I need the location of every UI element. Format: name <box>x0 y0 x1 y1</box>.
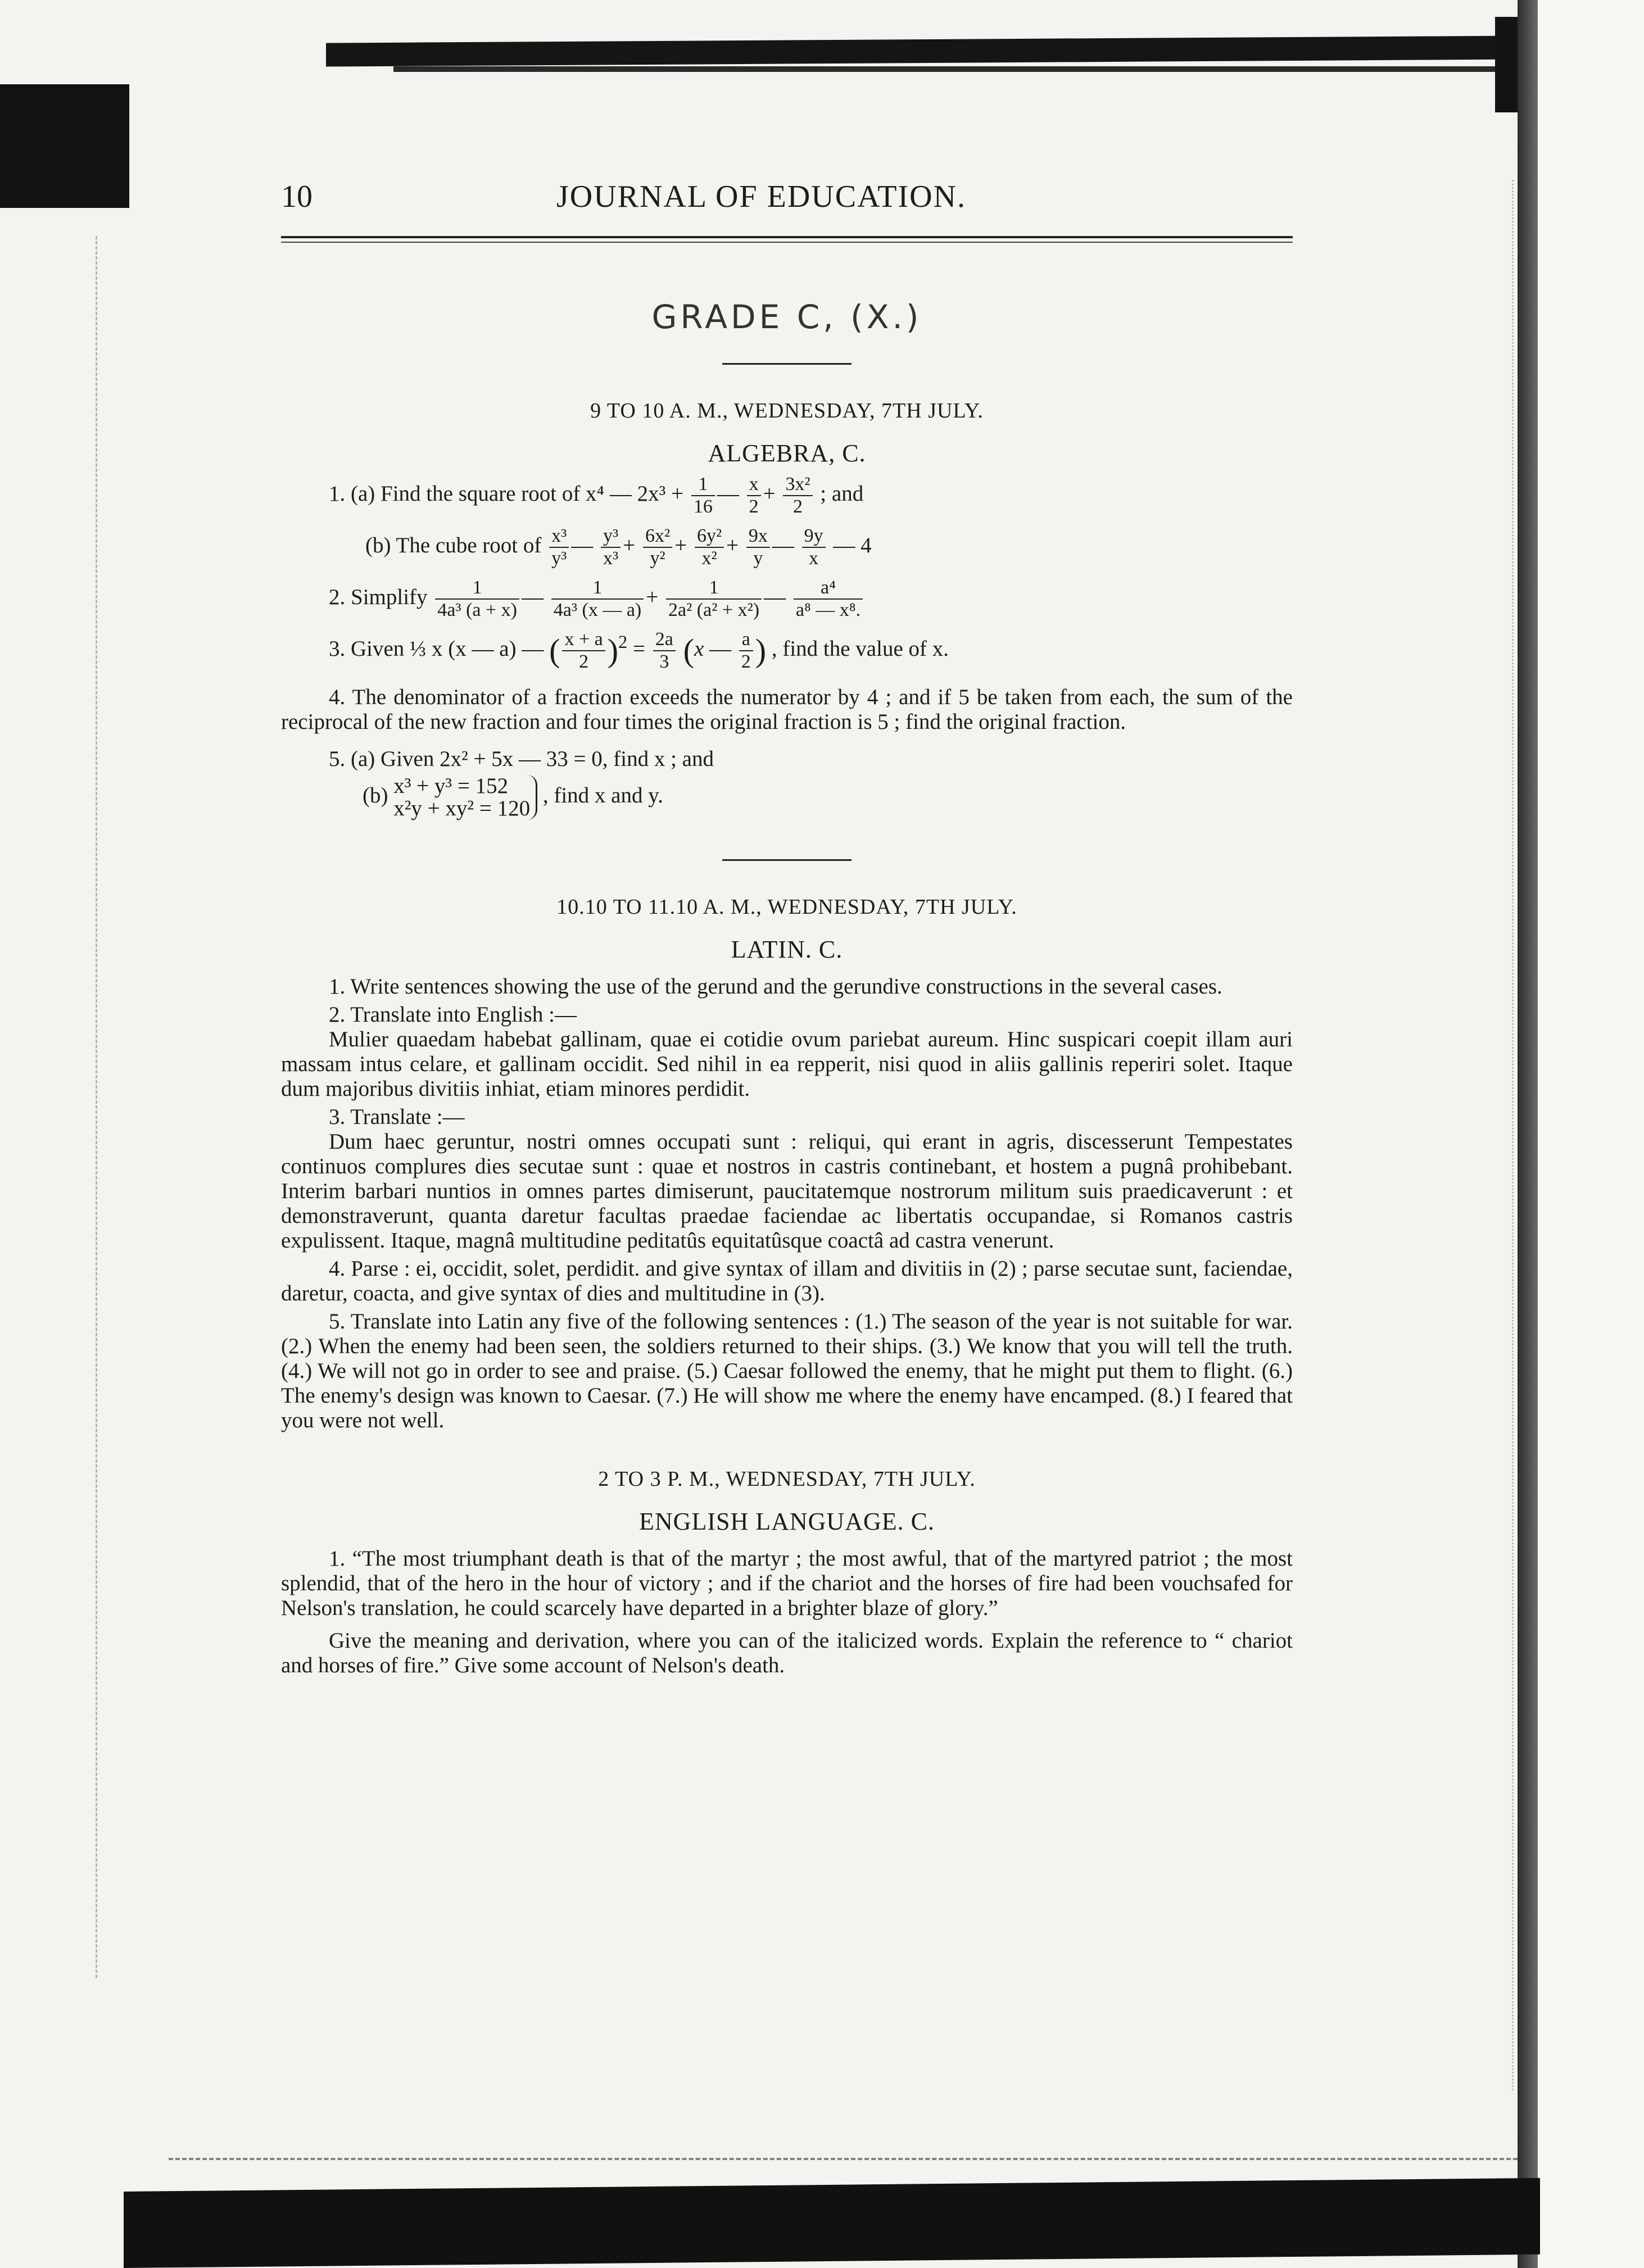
header-rule-thin <box>281 242 1293 243</box>
english-q1-task: Give the meaning and derivation, where you can of the italicized words. Explain the reference to “ chariot and horses of fire.” Give some account of Nelson's death. <box>281 1629 1293 1677</box>
fraction: $\frac{9y}{x}$ <box>802 525 826 569</box>
latin-q5: 5. Translate into Latin any five of the following sentences : (1.) The season of the year is not suitable for war. (2.) When the enemy had been seen, the soldiers returned to their ships. (3.) We know that you will tell the truth. (4.) We will not go in order to see and praise. (5.) Caesar followed the enemy, that he might put them to flight. (6.) The enemy's design was known to Caesar. (7.) He will show me where the enemy have encamped. (8.) I feared that you were not well. <box>281 1309 1293 1432</box>
scan-edge-bottom <box>124 2178 1540 2268</box>
fraction: $\frac{x}{2}$ <box>747 474 761 518</box>
scan-edge-top <box>326 35 1529 66</box>
latin-q2-heading: 2. Translate into English :— <box>329 1003 577 1027</box>
scan-edge-right <box>1518 0 1538 2268</box>
fraction: $\frac{\text{6y²}}{\text{x²}}$ <box>695 525 724 569</box>
fraction: $\frac{1}{\text{2a² (a² + x²)}}$ <box>666 577 762 621</box>
page-header <box>281 169 1293 225</box>
left-margin-marks <box>96 236 99 1978</box>
fraction: $\frac{1}{16}$ <box>691 474 715 518</box>
header-rule <box>281 236 1293 238</box>
fraction: $\frac{\text{3x²}}{2}$ <box>783 474 812 518</box>
fraction: $\frac{\text{6x²}}{\text{y²}}$ <box>643 525 672 569</box>
fraction: $\frac{x + a}{2}$ <box>562 629 605 673</box>
english-q1-quote: 1. “The most triumphant death is that of the martyr ; the most awful, that of the martyred patriot ; the most splendid, that of the hero in the hour of victory ; and if the chariot and the horses of fire had been vouchsafed for Nelson's translation, he could scarcely have departed in a brighter blaze of glory.” <box>281 1546 1293 1620</box>
right-margin-marks <box>1512 180 1515 2090</box>
equation-system: x³ + y³ = 152 x²y + xy² = 120 <box>393 775 537 820</box>
section-divider <box>722 363 852 365</box>
section-divider <box>722 859 852 861</box>
algebra-q2: 2. Simplify $\frac{1}{\text{4a³ (a + x)}}$ — $\frac{1}{\text{4a³ (x — a)}}$ + $\frac{1}{\text{2a² (a² + x²)}}$ — $\frac{\text{a⁴}}{\text{a⁸ — x⁸.}}$ <box>281 577 1293 621</box>
journal-title: JOURNAL OF EDUCATION. <box>556 179 967 214</box>
latin-q4: 4. Parse : ei, occidit, solet, perdidit. and give syntax of illam and divitiis in (2) ; parse secutae sunt, faciendae, daretur, coacta, and give syntax of dies and multitudine in (3). <box>281 1257 1293 1305</box>
algebra-q5a: 5. (a) Given 2x² + 5x — 33 = 0, find x ; and <box>329 747 714 771</box>
english-time: 2 TO 3 P. M., WEDNESDAY, 7TH JULY. <box>598 1467 976 1491</box>
latin-q3-passage: Dum haec geruntur, nostri omnes occupati sunt : reliqui, qui erant in agris, discesserunt Tempestates continuos complures dies secutae sunt : quae et nostros in castris continebant, et hostem a pugnâ prohibebant. Interim barbari nuntios in omnes partes dimiserunt, paucitatemque nostrorum militum suis praedicaverunt : et demonstraverunt, quanta daretur facultas praedae faciendae ac libertatis occupandae, si Romanos castris expulissent. Itaque, magnâ multitudine peditatûs equitatûsque coactâ ad castra venerunt. <box>281 1130 1293 1253</box>
algebra-subject: ALGEBRA, C. <box>708 439 866 467</box>
latin-q2-passage: Mulier quaedam habebat gallinam, quae ei cotidie ovum pariebat aureum. Hinc suspicari coepit illam auri massam intus celare, et gallinam occidit. Sed nihil in ea repperit, nisi quod in aliis gallinis reperiri solet. Itaque dum majoribus divitiis inhiat, etiam minores perdidit. <box>281 1027 1293 1101</box>
fraction: $\frac{1}{\text{4a³ (a + x)}}$ <box>435 577 519 621</box>
algebra-time: 9 TO 10 A. M., WEDNESDAY, 7TH JULY. <box>590 399 984 423</box>
scan-edge-top-line <box>393 66 1518 72</box>
algebra-q3: 3. Given ⅓ x (x — a) — ( $\frac{x + a}{2}$ )$^2$ = $\frac{2a}{3}$ (x — $\frac{a}{2}$ ) , find the value of x. <box>329 629 949 672</box>
fraction: $\frac{1}{\text{4a³ (x — a)}}$ <box>551 577 644 621</box>
algebra-q5b: (b) x³ + y³ = 152 x²y + xy² = 120 , find x and y. <box>363 774 663 820</box>
latin-time: 10.10 TO 11.10 A. M., WEDNESDAY, 7TH JULY. <box>556 895 1017 919</box>
grade-title: GRADE C, (X.) <box>651 298 922 336</box>
fraction: $\frac{9x}{y}$ <box>746 525 770 569</box>
latin-q3-heading: 3. Translate :— <box>329 1105 465 1129</box>
fraction: $\frac{\text{x³}}{\text{y³}}$ <box>549 525 569 569</box>
bottom-margin-marks <box>169 2158 1518 2160</box>
page-number: 10 <box>281 179 313 214</box>
english-subject: ENGLISH LANGUAGE. C. <box>639 1508 935 1535</box>
algebra-q4: 4. The denominator of a fraction exceeds the numerator by 4 ; and if 5 be taken from each, the sum of the reciprocal of the new fraction and four times the original fraction is 5 ; find the original fraction. <box>281 685 1293 734</box>
scan-corner-shadow <box>0 84 129 208</box>
fraction: $\frac{\text{a⁴}}{\text{a⁸ — x⁸.}}$ <box>794 577 863 621</box>
algebra-q1a: 1. (a) Find the square root of x⁴ — 2x³ + $\frac{1}{16}$ — $\frac{x}{2}$ + $\frac{\text{3x²}}{2}$ ; and <box>329 474 864 517</box>
fraction: $\frac{a}{2}$ <box>739 629 753 673</box>
algebra-q1b: (b) The cube root of $\frac{\text{x³}}{\text{y³}}$ — $\frac{\text{y³}}{\text{x³}}$ + $\frac{\text{6x²}}{\text{y²}}$ + $\frac{\text{6y²}}{\text{x²}}$ + $\frac{9x}{y}$ — $\frac{9y}{x}$ — 4 <box>365 525 872 569</box>
latin-subject: LATIN. C. <box>731 936 843 963</box>
latin-q1: 1. Write sentences showing the use of the gerund and the gerundive constructions in the several cases. <box>329 974 1222 999</box>
page <box>281 169 1293 1678</box>
scan-margin-right <box>1538 0 1644 2268</box>
fraction: $\frac{\text{y³}}{\text{x³}}$ <box>601 525 621 569</box>
fraction: $\frac{2a}{3}$ <box>653 629 676 673</box>
